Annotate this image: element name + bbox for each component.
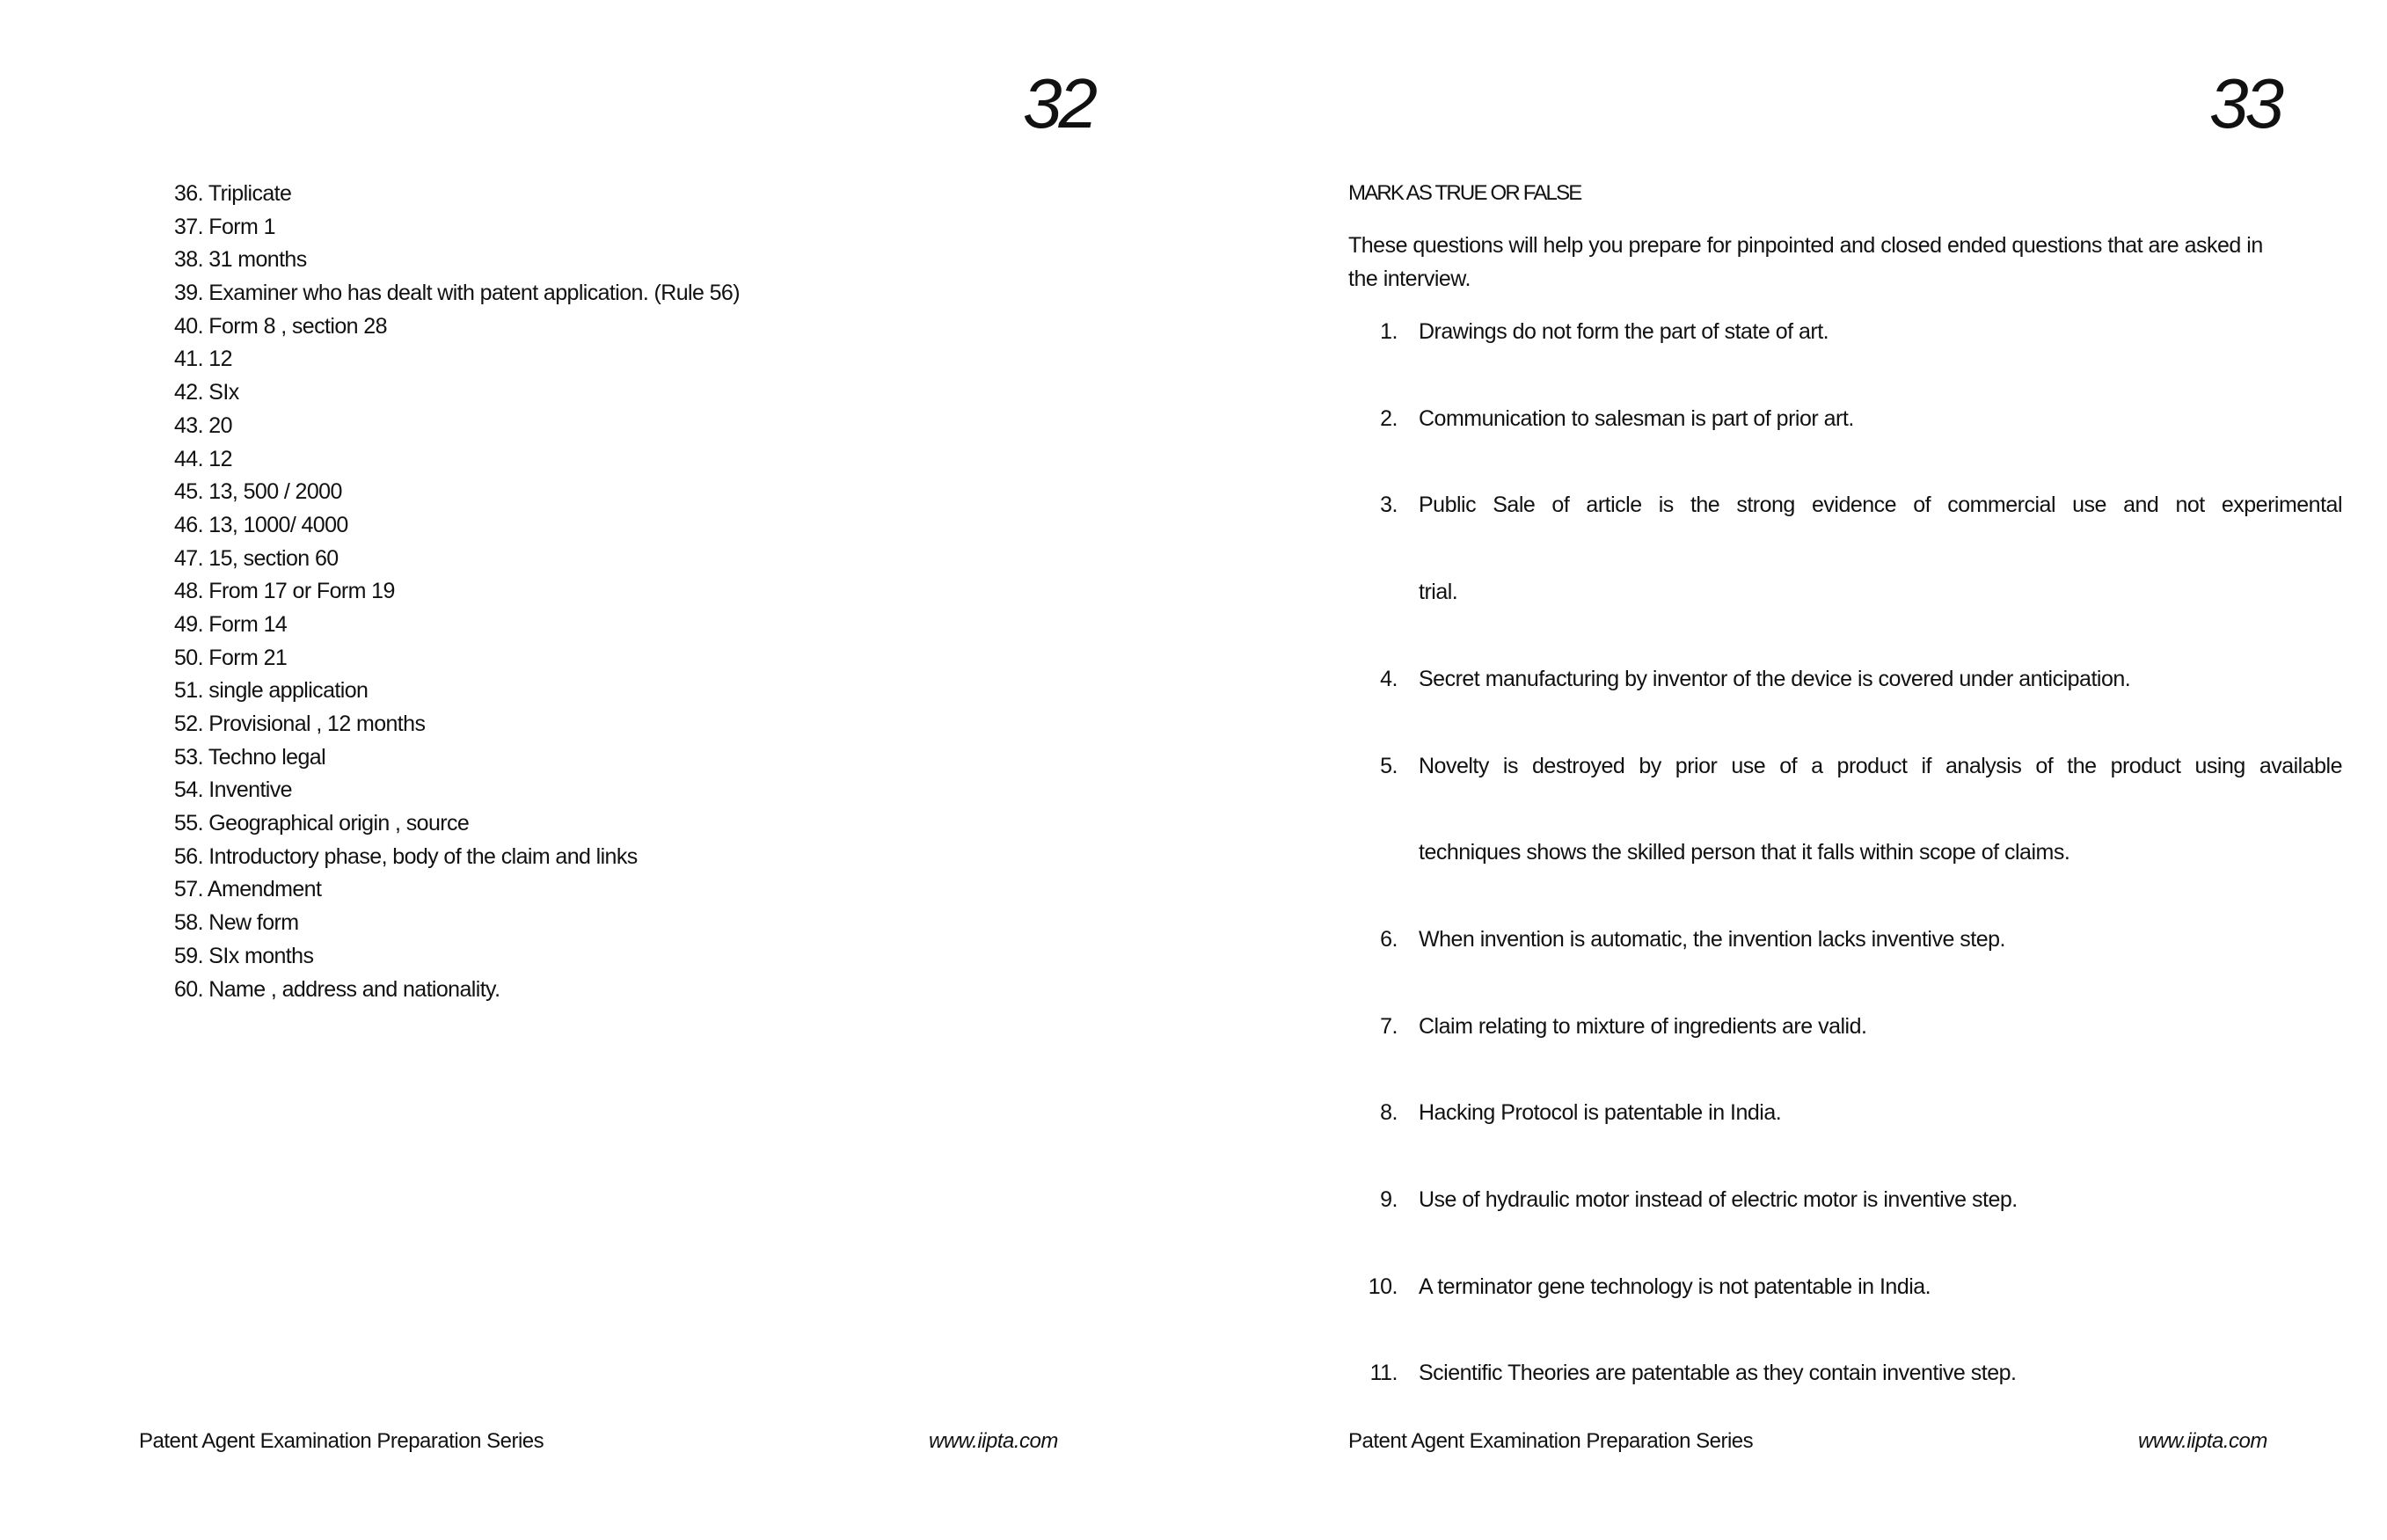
answer-item: 60. Name , address and nationality. — [174, 976, 500, 1002]
answer-item: 37. Form 1 — [174, 214, 275, 239]
answer-item: 57. Amendment — [174, 877, 322, 902]
question-text: Scientific Theories are patentable as they contain inventive step. — [1419, 1361, 2017, 1385]
answer-item: 53. Techno legal — [174, 744, 326, 770]
question-text-continuation: techniques shows the skilled person that it falls within scope of claims. — [1419, 840, 2070, 865]
question-number: 8. — [1380, 1100, 1398, 1125]
question-number: 5. — [1380, 754, 1398, 778]
footer-series: Patent Agent Examination Preparation Series — [1348, 1429, 1754, 1453]
answer-item: 55. Geographical origin , source — [174, 811, 470, 836]
question-text: Claim relating to mixture of ingredients are valid. — [1419, 1014, 1867, 1039]
answer-item: 51. single application — [174, 678, 369, 704]
question-number: 1. — [1380, 319, 1398, 344]
question-text: Public Sale of article is the strong evidence of commercial use and not experimental — [1419, 493, 2342, 517]
answer-item: 56. Introductory phase, body of the claim and links — [174, 843, 638, 869]
answer-item: 48. From 17 or Form 19 — [174, 579, 395, 604]
question-text: Use of hydraulic motor instead of electric motor is inventive step. — [1419, 1187, 2018, 1212]
question-text: Novelty is destroyed by prior use of a product if analysis of the product using available — [1419, 754, 2342, 778]
question-text-continuation: trial. — [1419, 580, 1458, 604]
footer-series: Patent Agent Examination Preparation Series — [139, 1429, 544, 1453]
answer-item: 46. 13, 1000/ 4000 — [174, 512, 348, 537]
question-number: 2. — [1380, 406, 1398, 431]
question-text: Secret manufacturing by inventor of the device is covered under anticipation. — [1419, 667, 2131, 691]
question-text: Hacking Protocol is patentable in India. — [1419, 1100, 1782, 1125]
section-heading: MARK AS TRUE OR FALSE — [1348, 181, 1581, 205]
question-text: Drawings do not form the part of state of art. — [1419, 319, 1829, 344]
question-number: 4. — [1380, 667, 1398, 691]
answer-item: 44. 12 — [174, 446, 232, 471]
answer-item: 39. Examiner who has dealt with patent application. (Rule 56) — [174, 281, 740, 306]
answer-item: 50. Form 21 — [174, 645, 288, 670]
answer-item: 58. New form — [174, 910, 299, 936]
question-text: When invention is automatic, the invention lacks inventive step. — [1419, 927, 2005, 952]
answer-item: 59. SIx months — [174, 943, 314, 968]
answer-list — [174, 178, 740, 1006]
intro-paragraph: These questions will help you prepare for pinpointed and closed ended questions that are asked in the interview. — [1348, 233, 2263, 291]
footer-url: www.iipta.com — [2138, 1429, 2267, 1453]
answer-item: 36. Triplicate — [174, 181, 292, 206]
question-number: 10. — [1368, 1274, 1398, 1299]
answer-item: 41. 12 — [174, 347, 232, 372]
question-number: 11. — [1369, 1361, 1398, 1385]
answer-item: 47. 15, section 60 — [174, 545, 339, 571]
right-page — [1194, 0, 2387, 1540]
answer-item: 45. 13, 500 / 2000 — [174, 479, 342, 505]
question-number: 7. — [1380, 1014, 1398, 1039]
question-number: 6. — [1380, 927, 1398, 952]
answer-item: 38. 31 months — [174, 247, 307, 273]
answer-item: 49. Form 14 — [174, 611, 288, 637]
answer-item: 40. Form 8 , section 28 — [174, 313, 387, 339]
page-number: 32 — [1023, 64, 1094, 142]
question-text: A terminator gene technology is not patentable in India. — [1419, 1274, 1931, 1299]
answer-item: 43. 20 — [174, 412, 232, 438]
answer-item: 54. Inventive — [174, 777, 292, 803]
page-number: 33 — [2209, 64, 2281, 142]
answer-item: 42. SIx — [174, 380, 239, 405]
footer-url: www.iipta.com — [929, 1429, 1058, 1453]
question-number: 3. — [1380, 493, 1398, 517]
question-text: Communication to salesman is part of prior art. — [1419, 406, 1854, 431]
question-number: 9. — [1380, 1187, 1398, 1212]
answer-item: 52. Provisional , 12 months — [174, 712, 426, 736]
